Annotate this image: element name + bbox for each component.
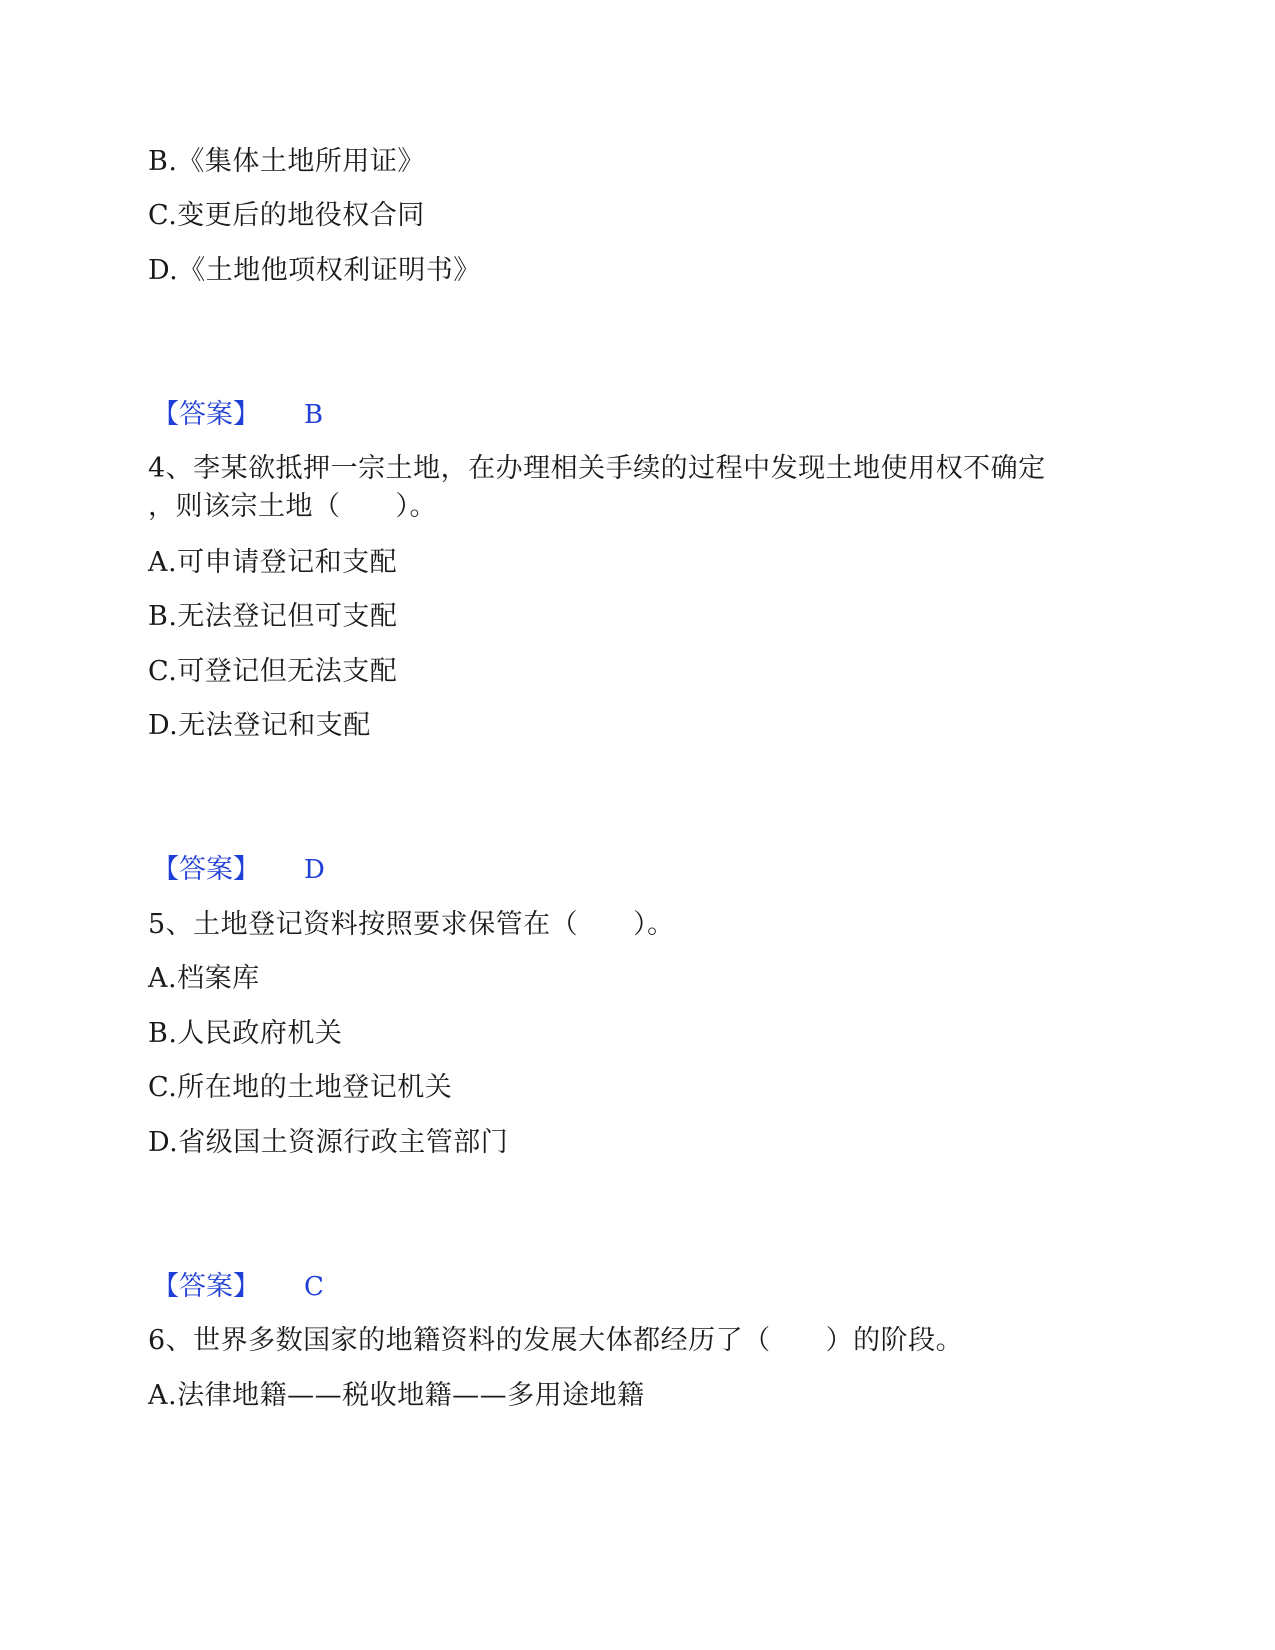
question-stem: 5、土地登记资料按照要求保管在（ ）。 <box>148 909 675 940</box>
option-a: A.可申请登记和支配 <box>148 547 398 578</box>
question-stem: 6、世界多数国家的地籍资料的发展大体都经历了（ ）的阶段。 <box>148 1325 964 1356</box>
option-b: B.无法登记但可支配 <box>148 601 398 632</box>
question-stem: 4、李某欲抵押一宗土地，在办理相关手续的过程中发现土地使用权不确定 <box>148 453 1046 484</box>
answer-label: 【答案】 <box>152 854 260 885</box>
answer-label: 【答案】 <box>152 1271 260 1302</box>
option-c: C.变更后的地役权合同 <box>148 200 425 231</box>
answer-label: 【答案】 <box>152 399 260 430</box>
option-a: A.法律地籍——税收地籍——多用途地籍 <box>148 1380 645 1411</box>
answer-value: B <box>304 400 324 430</box>
option-d: D.《土地他项权利证明书》 <box>148 255 481 286</box>
option-c: C.可登记但无法支配 <box>148 656 398 687</box>
option-d: D.省级国土资源行政主管部门 <box>148 1127 509 1158</box>
question-stem-continued: ，则该宗土地（ ）。 <box>148 491 437 522</box>
option-b: B.人民政府机关 <box>148 1018 343 1049</box>
option-b: B.《集体土地所用证》 <box>148 146 425 177</box>
answer-value: C <box>304 1272 324 1302</box>
option-a: A.档案库 <box>148 963 260 994</box>
option-c: C.所在地的土地登记机关 <box>148 1072 453 1103</box>
option-d: D.无法登记和支配 <box>148 710 371 741</box>
answer-value: D <box>304 855 325 885</box>
